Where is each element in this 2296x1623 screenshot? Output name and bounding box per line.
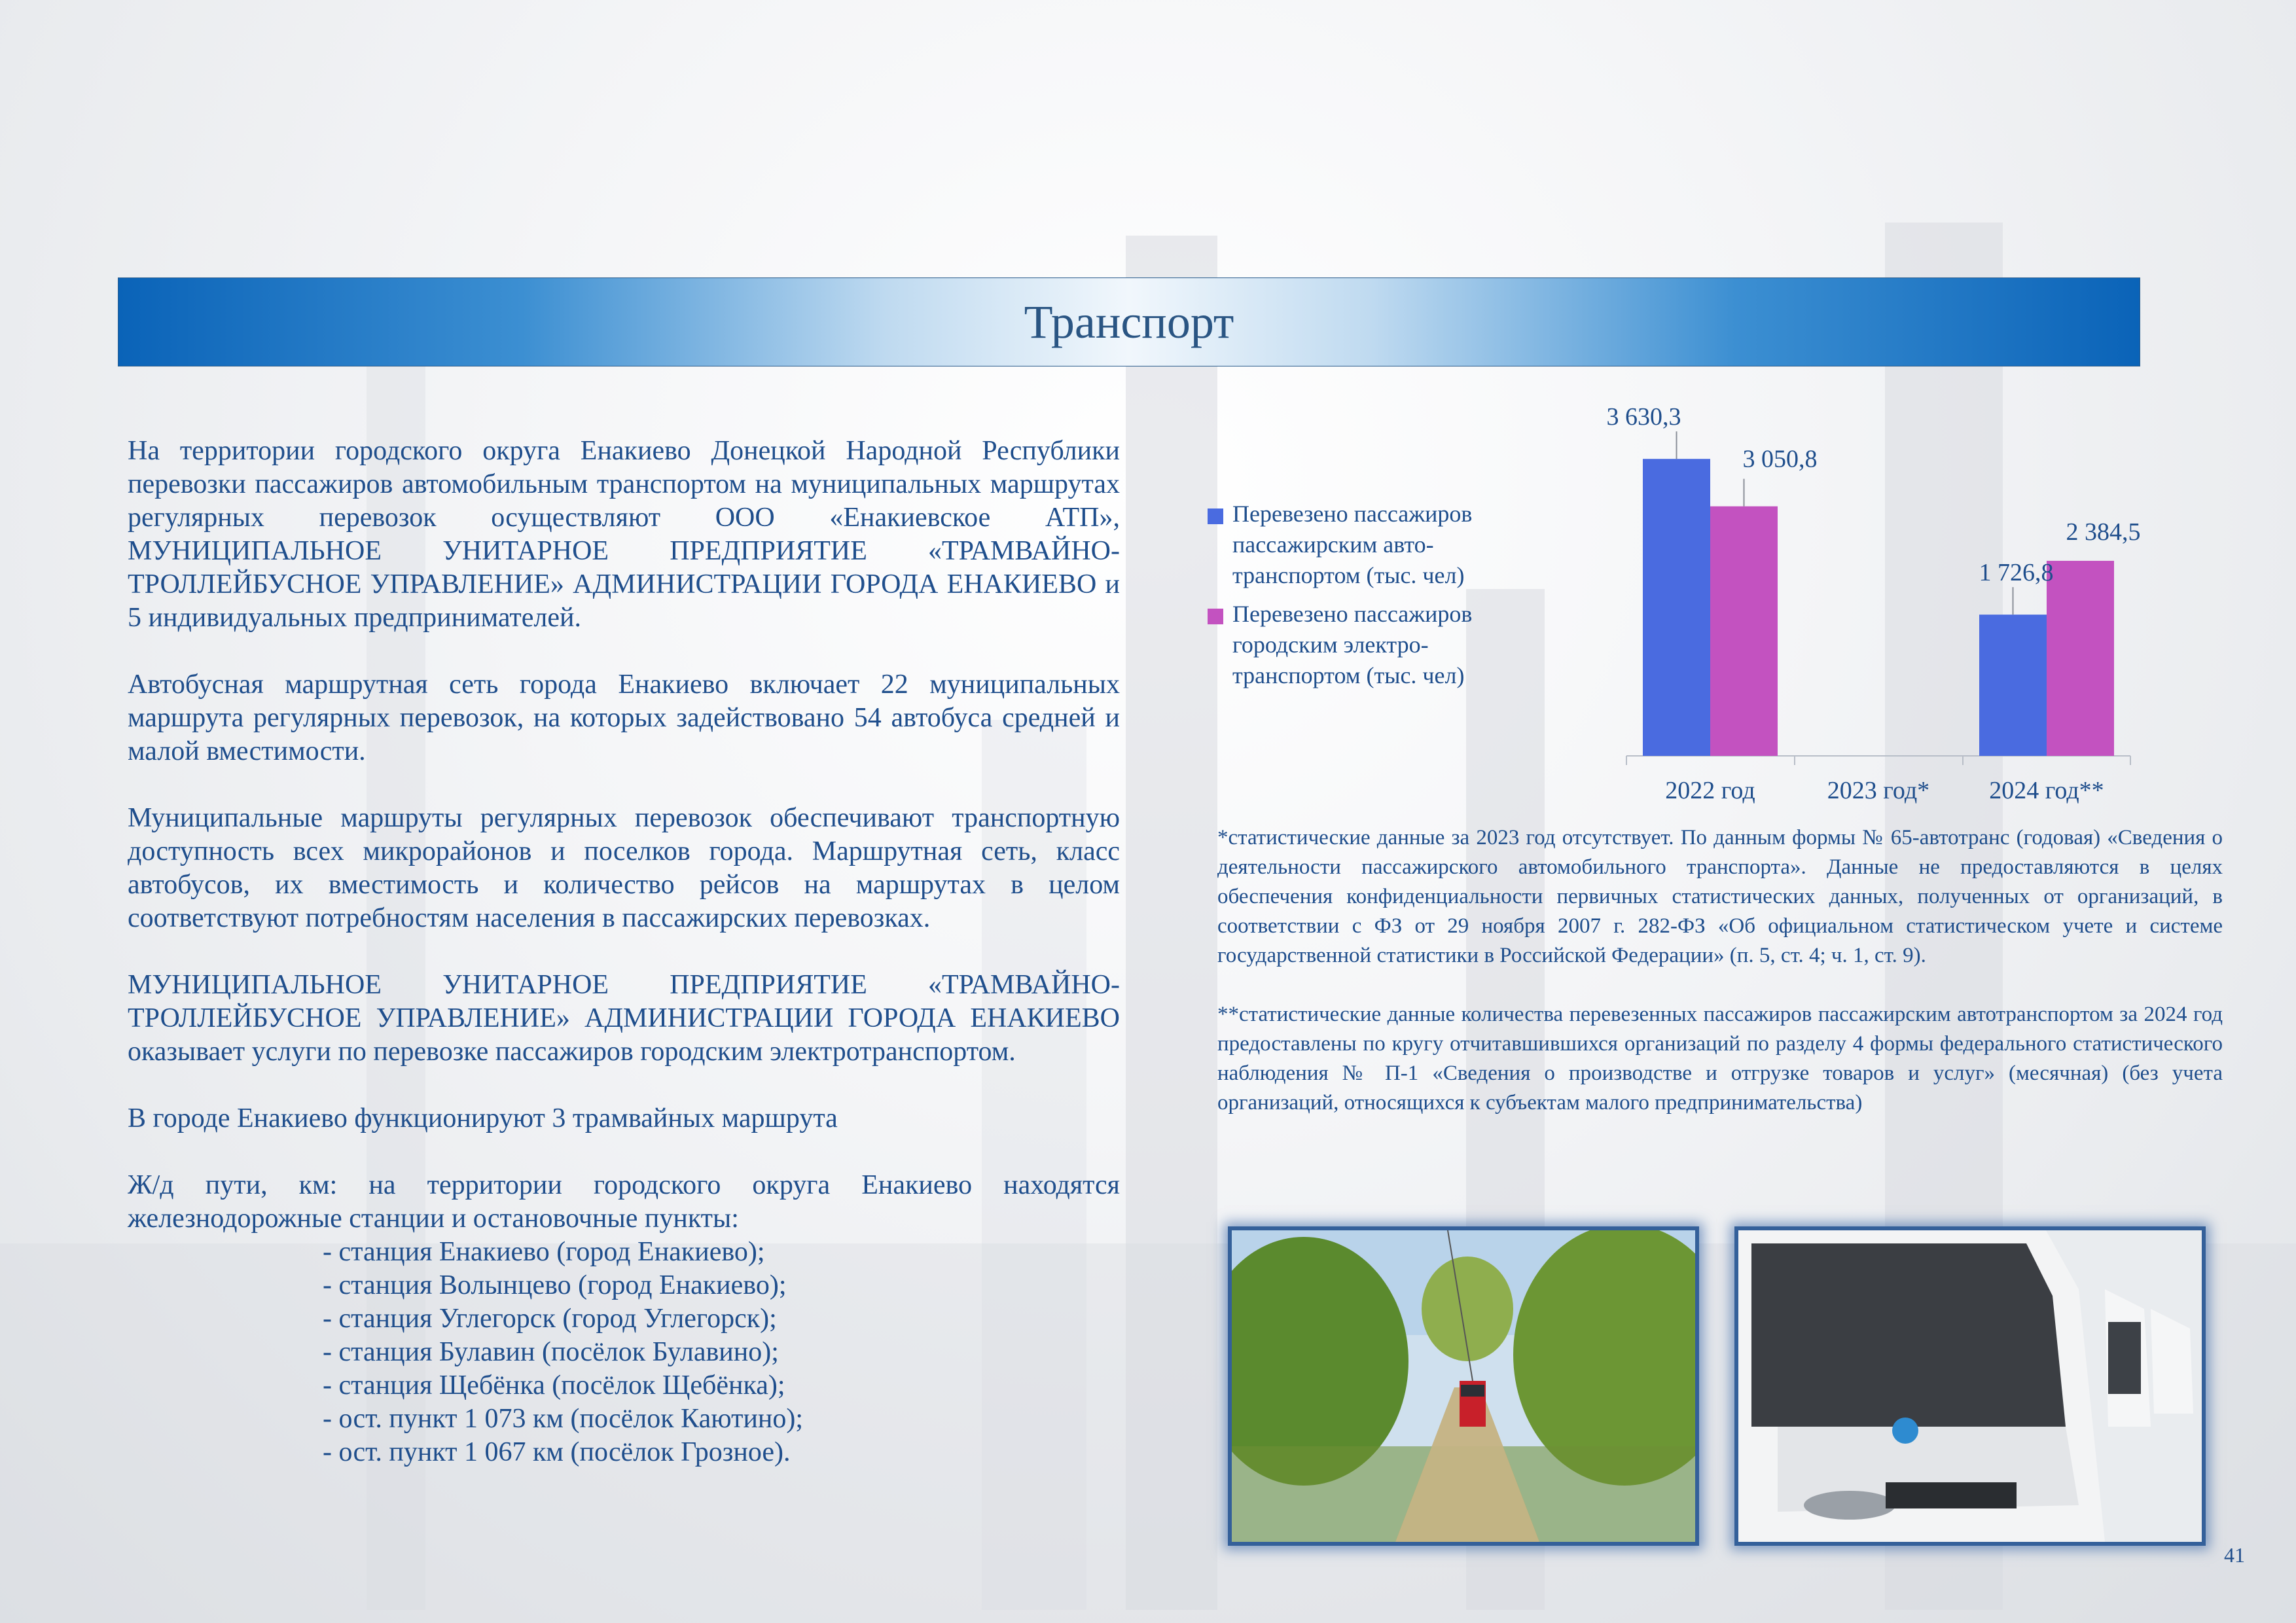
data-label-tram-2024: 2 384,5 bbox=[2066, 518, 2140, 546]
page-number: 41 bbox=[2224, 1543, 2245, 1567]
tram-photo bbox=[1228, 1226, 1699, 1546]
category-label: 2023 год* bbox=[1827, 777, 1930, 804]
bar-bus-2022 bbox=[1643, 459, 1710, 756]
legend-label-tram: Перевезено пассажиров городским электро- транспортом (тыс. чел) bbox=[1232, 601, 1473, 688]
main-text bbox=[128, 435, 1120, 1469]
data-label-bus-2022: 3 630,3 bbox=[1606, 403, 1681, 431]
bus-photo bbox=[1734, 1226, 2206, 1546]
bar-tram-2022 bbox=[1710, 507, 1778, 756]
paragraph: На территории городского округа Енакиево Донецкой Народной Республики перевозки пассажиров автомобильным транспортом на муниципальных маршрутах регулярных перевозок осуществляют ООО «Енакиевское АТП», МУНИЦИПАЛЬНОЕ УНИТАРНОЕ ПРЕДПРИЯТИЕ «ТРАМВАЙНО-ТРОЛЛЕЙБУСНОЕ УПРАВЛЕНИЕ» АДМИНИСТРАЦИИ ГОРОДА ЕНАКИЕВО и 5 индивидуальных предпринимателей. bbox=[128, 436, 1120, 633]
title-banner bbox=[118, 277, 2140, 366]
footnote: *статистические данные за 2023 год отсутствует. По данным формы № 65-автотранс (годовая) «Сведения о деятельности пассажирского автомобильного транспорта». Данные не предоставляются в целях обеспечения конфиденциальности первичных статистических данных, полученных от организаций, в соответствии с ФЗ от 29 ноября 2007 г. 282-ФЗ «Об официальном статистическом учете и системе государственной статистики в Российской Федерации» (п. 5, ст. 4; ч. 1, ст. 9). bbox=[1217, 826, 2223, 967]
station-item: - станция Енакиево (город Енакиево); bbox=[323, 1237, 765, 1267]
paragraph: Автобусная маршрутная сеть города Енакиево включает 22 муниципальных маршрута регулярных перевозок, на которых задействовано 54 автобуса средней и малой вместимости. bbox=[128, 669, 1120, 766]
paragraph: В городе Енакиево функционируют 3 трамвайных маршрута bbox=[128, 1103, 838, 1133]
legend-swatch-bus bbox=[1208, 508, 1223, 524]
station-item: - ост. пункт 1 073 км (посёлок Каютино); bbox=[323, 1404, 804, 1434]
station-item: - станция Булавин (посёлок Булавино); bbox=[323, 1337, 779, 1367]
legend-label-bus: Перевезено пассажиров пассажирским авто- транспортом (тыс. чел) bbox=[1232, 501, 1473, 588]
footnotes bbox=[1217, 823, 2223, 1147]
category-label: 2022 год bbox=[1665, 777, 1755, 804]
station-item: - ост. пункт 1 067 км (посёлок Грозное). bbox=[323, 1437, 791, 1467]
category-label: 2024 год** bbox=[1989, 777, 2104, 804]
paragraph: Муниципальные маршруты регулярных перевозок обеспечивают транспортную доступность всех микрорайонов и поселков города. Маршрутная сеть, класс автобусов, их вместимость и количество рейсов на маршрутах в целом соответствуют потребностям населения в пассажирских перевозках. bbox=[128, 803, 1120, 933]
paragraph: МУНИЦИПАЛЬНОЕ УНИТАРНОЕ ПРЕДПРИЯТИЕ «ТРАМВАЙНО-ТРОЛЛЕЙБУСНОЕ УПРАВЛЕНИЕ» АДМИНИСТРАЦИИ ГОРОДА ЕНАКИЕВО оказывает услуги по перевозке пассажиров городским электротранспортом. bbox=[128, 970, 1120, 1067]
station-item: - станция Щебёнка (посёлок Щебёнка); bbox=[323, 1370, 785, 1400]
station-item: - станция Углегорск (город Углегорск); bbox=[323, 1304, 777, 1334]
legend-swatch-tram bbox=[1208, 609, 1223, 624]
bar-tram-2024 bbox=[2047, 561, 2114, 756]
bar-bus-2024 bbox=[1979, 615, 2047, 756]
page-title: Транспорт bbox=[1024, 295, 1234, 348]
footnote: **статистические данные количества перевезенных пассажиров пассажирским автотранспортом за 2024 год предоставлены по кругу отчитавшившихся организаций по разделу 4 формы федерального статистического наблюдения № П-1 «Сведения о производстве и отгрузке товаров и услуг» (месячная) (без учета организаций, относящихся к субъектам малого предпринимательства) bbox=[1217, 1003, 2223, 1115]
station-item: - станция Волынцево (город Енакиево); bbox=[323, 1270, 787, 1300]
data-label-tram-2022: 3 050,8 bbox=[1742, 445, 1818, 473]
station-list bbox=[128, 1236, 1120, 1469]
paragraph: Ж/д пути, км: на территории городского округа Енакиево находятся железнодорожные станции и остановочные пункты: bbox=[128, 1170, 1120, 1234]
data-label-bus-2024: 1 726,8 bbox=[1979, 559, 2054, 587]
passenger-chart bbox=[1185, 376, 2140, 821]
